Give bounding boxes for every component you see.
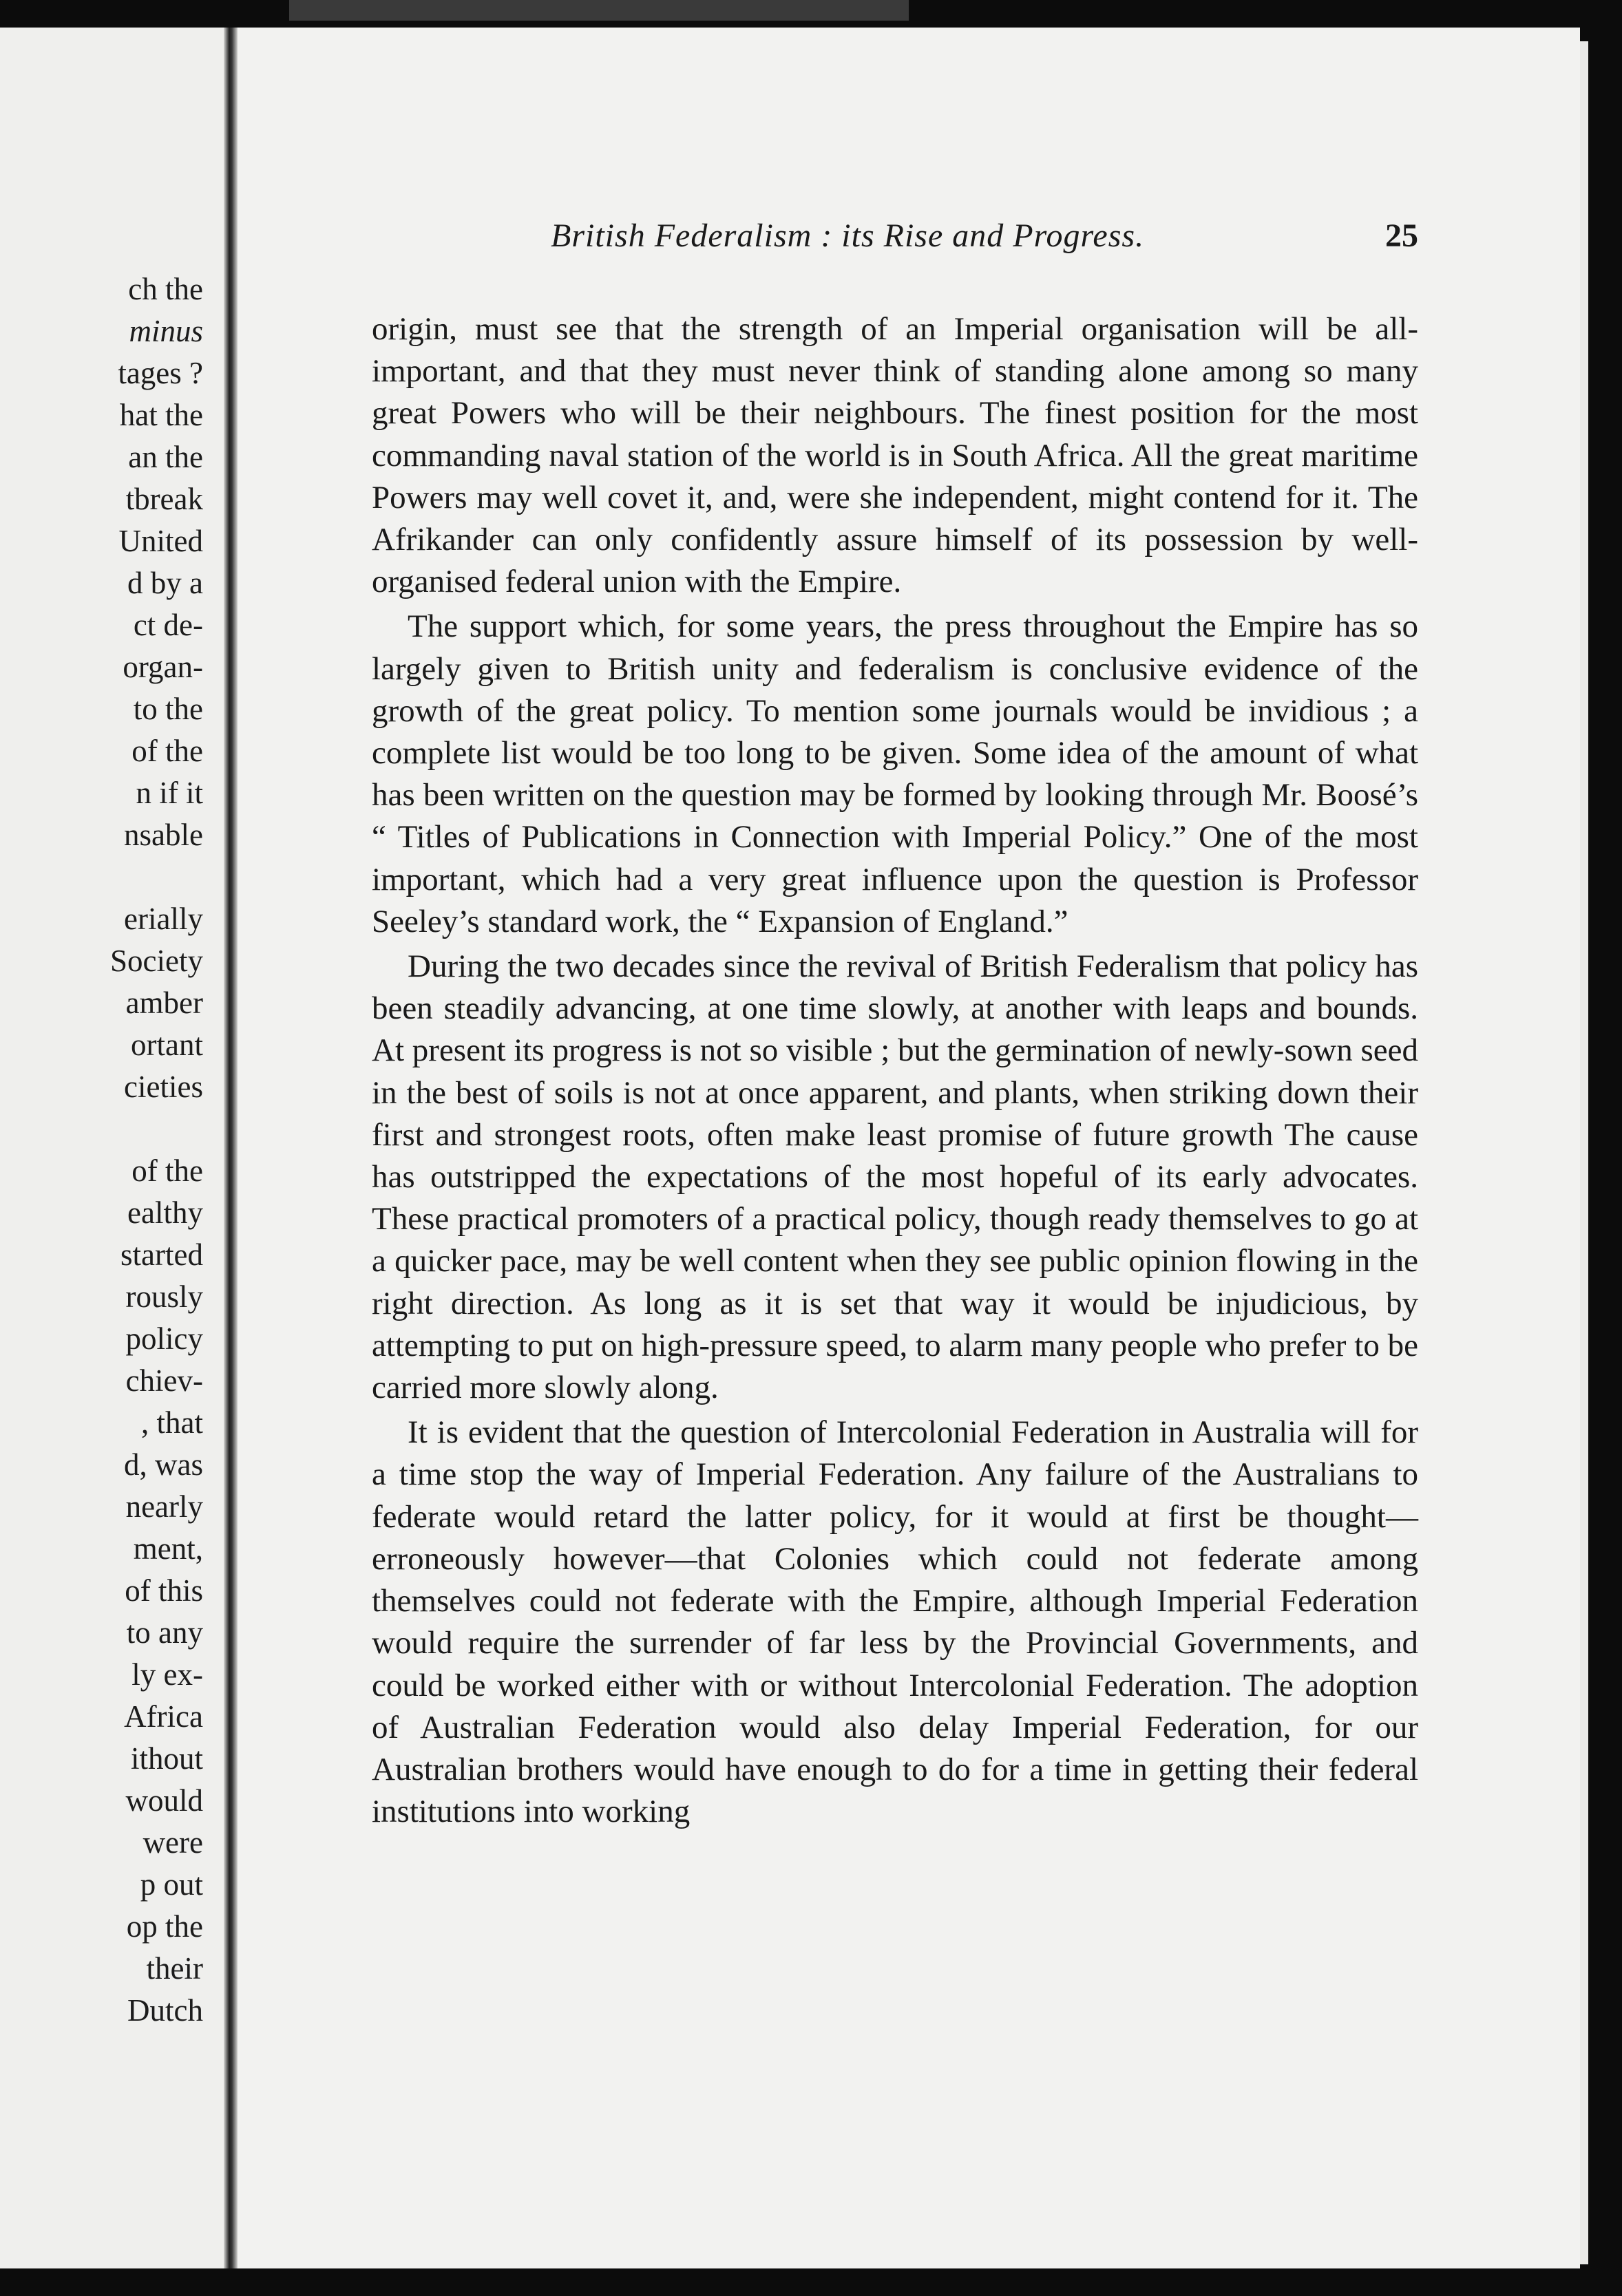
paragraph: The support which, for some years, the press throughout the Empire has so largely given to British unity and federalism is conclusive evidence of the growth of the great policy. To mention some journals would be invidious ; a complete list would be too long to be given. Some idea of the amount of what has been written on the question may be formed by looking through Mr. Boosé’s “ Titles of Publications in Connection with Imperial Policy.” One of the most important, which had a very great influence upon the question is Professor Seeley’s standard work, the “ Expansion of England.” bbox=[372, 608, 1418, 939]
facing-line: of this bbox=[125, 1573, 203, 1608]
facing-line: Africa bbox=[124, 1699, 203, 1734]
facing-line: ortant bbox=[131, 1028, 203, 1062]
facing-line: policy bbox=[125, 1321, 203, 1356]
facing-line: , that bbox=[141, 1405, 203, 1440]
facing-line: cieties bbox=[124, 1070, 203, 1104]
facing-line: ct de- bbox=[133, 608, 203, 642]
facing-line: d by a bbox=[127, 566, 203, 600]
facing-line: ithout bbox=[130, 1741, 203, 1776]
facing-line: tages ? bbox=[118, 356, 203, 390]
facing-line: would bbox=[125, 1783, 203, 1818]
page-number: 25 bbox=[1385, 217, 1418, 254]
page-header bbox=[317, 217, 1418, 265]
facing-line: United bbox=[118, 524, 203, 558]
scan-top-strip bbox=[289, 0, 909, 21]
facing-line: amber bbox=[125, 986, 203, 1020]
facing-line: to the bbox=[133, 692, 203, 726]
facing-line: organ- bbox=[123, 650, 203, 684]
facing-page-text bbox=[110, 268, 203, 2032]
page-edge bbox=[1580, 41, 1588, 2264]
facing-line: n if it bbox=[136, 776, 203, 810]
facing-line: ealthy bbox=[127, 1195, 203, 1230]
facing-line: their bbox=[146, 1951, 203, 1986]
facing-line: chiev- bbox=[125, 1363, 203, 1398]
facing-line: Dutch bbox=[127, 1993, 203, 2028]
facing-line: rously bbox=[125, 1279, 203, 1314]
running-title: British Federalism : its Rise and Progress. bbox=[551, 217, 1145, 254]
facing-line: an the bbox=[128, 440, 203, 474]
facing-line bbox=[110, 1108, 203, 1150]
facing-line: tbreak bbox=[125, 482, 203, 516]
facing-line: were bbox=[143, 1825, 203, 1860]
facing-line: minus bbox=[129, 314, 203, 348]
body-text bbox=[372, 308, 1418, 1836]
paragraph: During the two decades since the revival of British Federalism that policy has been steadily advancing, at one time slowly, at another with leaps and bounds. At present its progress is not so visible ; but the germination of newly-sown seed in the best of soils is not at once apparent, and plants, when striking down their first and strongest roots, often make least promise of future growth The cause has outstripped the expectations of the most hopeful of its early advocates. These practical promoters of a practical policy, though ready themselves to go at a quicker pace, may be well content when they see public opinion flowing in the right direction. As long as it is set that way it would be injudicious, by attempting to put on high-pressure speed, to alarm many people who prefer to be carried more slowly along. bbox=[372, 948, 1418, 1406]
facing-line: ch the bbox=[128, 272, 203, 306]
facing-line: of the bbox=[131, 1154, 203, 1188]
paragraph: origin, must see that the strength of an Imperial organisation will be all-important, and that they must never think of standing alone among so many great Powers who will be their neighbours. The finest position for the most commanding naval station of the world is in South Africa. All the great maritime Powers may well covet it, and, were she independent, might contend for it. The Afrikander can only confidently assure himself of its possession by well-organised federal union with the Empire. bbox=[372, 311, 1418, 600]
facing-line: of the bbox=[131, 734, 203, 768]
facing-line: to any bbox=[126, 1615, 203, 1650]
facing-line: nsable bbox=[124, 818, 203, 852]
facing-line: hat the bbox=[119, 398, 203, 432]
paragraph: It is evident that the question of Intercolonial Federation in Australia will for a time stop the way of Imperial Federation. Any failure of the Australians to federate would retard the latter policy, for it would at first be thought—erroneously however—that Colonies which could not federate among themselves could not federate with the Empire, although Imperial Federation would require the surrender of far less by the Provincial Governments, and could be worked either with or without Intercolonial Federation. The adoption of Australian Federation would also delay Imperial Federation, for our Australian brothers would have enough to do for a time in getting their federal institutions into working bbox=[372, 1414, 1418, 1830]
facing-line: erially bbox=[124, 902, 203, 936]
facing-line: ly ex- bbox=[131, 1657, 203, 1692]
facing-line: Society bbox=[110, 944, 203, 978]
facing-line: p out bbox=[140, 1867, 203, 1902]
facing-line: nearly bbox=[125, 1489, 203, 1524]
facing-line: started bbox=[120, 1237, 203, 1272]
book-gutter bbox=[224, 28, 238, 2268]
facing-line: op the bbox=[126, 1909, 203, 1944]
facing-page-left bbox=[0, 28, 224, 2268]
facing-line: ment, bbox=[133, 1531, 203, 1566]
facing-line: d, was bbox=[124, 1447, 203, 1482]
facing-line bbox=[110, 856, 203, 898]
